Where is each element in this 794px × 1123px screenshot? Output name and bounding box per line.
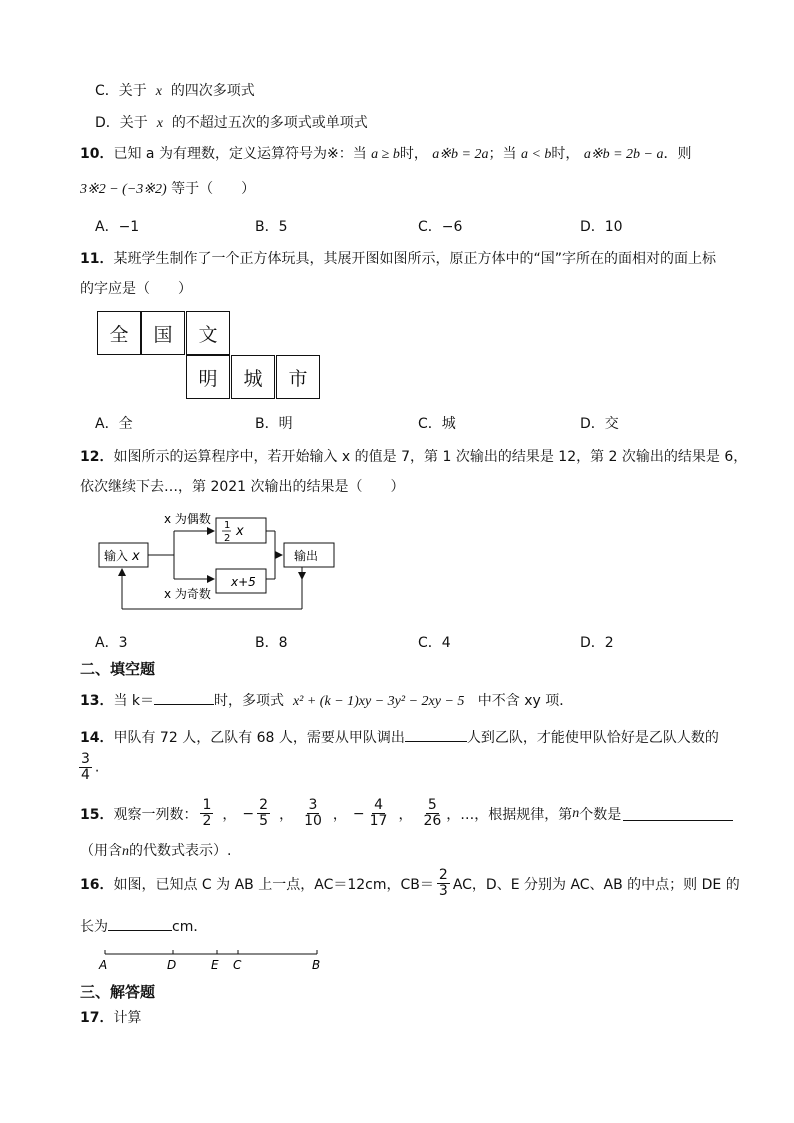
q11-option-d: D．交 [580,416,619,432]
q15-term-denominator: 5 [259,813,269,829]
q10-stem: 10．已知 a 为有理数，定义运算符号为※：当 a ≥ b时， a※b = 2a；当 a < b时， a※b = 2b − a．则 [80,146,692,162]
q15-term-numerator: 1 [202,797,212,813]
q10-option-b: B．5 [255,219,288,235]
q16-stem-line2: 长为 cm． [80,916,207,936]
q15-separator: ， [398,806,413,823]
q15-term-numerator: 4 [374,797,383,813]
q9-option-c: C．关于 x 的四次多项式 [95,83,255,99]
q12-stem-line2: 依次继续下去…，第 2021 次输出的结果是（ ） [80,479,405,495]
net-cell-1: 全 [97,311,141,355]
q13-answer-blank[interactable] [154,690,214,705]
point-a-label: A [99,958,108,972]
q12-stem: 12．如图所示的运算程序中，若开始输入 x 的值是 7，第 1 次输出的结果是 12，第 2 次输出的结果是 6， [80,449,748,465]
q15-term-fraction [368,798,390,829]
q15-sequence [197,798,446,829]
q15-term-numerator: 3 [308,797,318,813]
point-b-label: B [312,958,321,972]
q12-option-c: C．4 [418,635,451,651]
flow-plus-label: x+5 [231,575,256,589]
flow-even-label: x 为偶数 [164,512,211,526]
q15-term-denominator: 26 [423,813,442,829]
net-cell-3: 文 [186,311,230,355]
q15-term-fraction [200,798,213,829]
flowchart [90,505,350,615]
q15-term-sign: − [242,805,255,822]
section-fill-in: 二、填空题 [80,660,156,678]
q15-term-denominator: 10 [304,813,322,829]
flow-input-label: 输入 [104,549,129,563]
q12-option-a: A．3 [95,635,128,651]
q15-term-fraction [257,798,270,829]
q15-separator: ， [279,806,294,823]
point-c-label: C [233,958,242,972]
q11-stem: 11．某班学生制作了一个正方体玩具，其展开图如图所示，原正方体中的“国”字所在的面相对的面上标 [80,251,716,267]
q10-stem-line2: 3※2 − (−3※2) 等于（ ） [80,181,256,197]
net-cell-4: 明 [186,355,230,399]
flow-input-var: x [132,549,140,564]
q14-fraction: $\frac{3}{4}$ . [81,751,100,783]
q11-option-a: A．全 [95,416,133,432]
q15-answer-blank[interactable] [623,806,733,821]
flow-half-den: 2 [224,533,231,544]
q15-term-fraction [302,798,324,829]
q15-separator: ， [222,806,237,823]
segment-diagram [95,945,335,973]
q12-option-b: B．8 [255,635,288,651]
q15-term-fraction [421,798,443,829]
q15-term-sign: − [352,805,365,822]
q14-stem: 14．甲队有 72 人，乙队有 68 人，需要从甲队调出 人到乙队，才能使甲队恰好是乙队人数的 [80,727,719,747]
net-cell-2: 国 [141,311,185,355]
q13-stem: 13．当 k＝ 时，多项式 x² + (k − 1)xy − 3y² − 2xy − 5 中不含 xy 项． [80,690,573,711]
point-e-label: E [211,958,219,972]
q10-option-a: A．−1 [95,219,140,235]
flow-odd-label: x 为奇数 [164,587,211,601]
q12-option-d: D．2 [580,635,614,651]
q15-term-denominator: 17 [369,813,388,829]
q15-stem: 15． 观察一列数： $\frac{1}{2}$ ， − $\frac{2}{5}$ ， $\frac{3}{10}$ ， − $\frac{4}{17}$ ， $\frac{5}{26}$ ，…，根据规律，第 n 个数是 [80,798,733,829]
q15-separator: ， [332,806,347,823]
q15-stem-line2: （用含n的代数式表示）. [80,843,232,859]
q11-option-b: B．明 [255,416,293,432]
flow-output-label: 输出 [294,549,319,563]
flow-half-var: x [236,524,244,539]
q17-stem: 17．计算 [80,1010,142,1026]
q11-stem-line2: 的字应是（ ） [80,281,192,297]
net-cell-6: 市 [276,355,320,399]
q16-stem: 16． 如图，已知点 C 为 AB 上一点，AC＝12cm，CB＝ $\frac{2}{3}$ AC，D、E 分别为 AC、AB 的中点；则 DE 的 [80,867,740,899]
q14-answer-blank[interactable] [405,727,467,742]
q15-term-numerator: 5 [427,797,437,813]
q9-option-d: D．关于 x 的不超过五次的多项式或单项式 [95,115,368,131]
section-solve: 三、解答题 [80,983,156,1001]
q16-answer-blank[interactable] [108,916,172,931]
q15-term-numerator: 2 [259,797,269,813]
net-cell-5: 城 [231,355,275,399]
flow-half-num: 1 [224,520,231,531]
point-d-label: D [167,958,177,972]
q11-option-c: C．城 [418,416,456,432]
q15-term-denominator: 2 [202,813,212,829]
q10-option-c: C．−6 [418,219,463,235]
q10-option-d: D．10 [580,219,623,235]
